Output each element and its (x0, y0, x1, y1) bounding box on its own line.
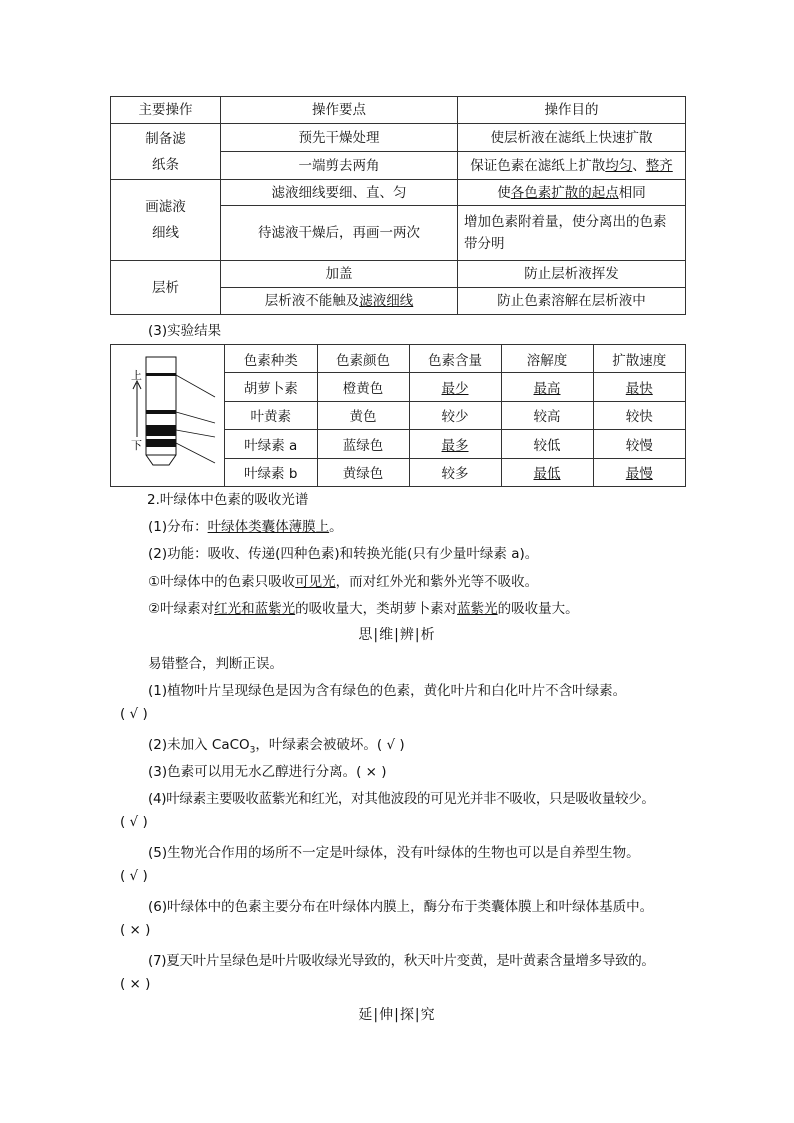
op-name-line: 画滤液 (145, 199, 186, 215)
op-goal-cell: 防止色素溶解在层析液中 (458, 288, 686, 315)
band-xanthophyll (146, 410, 176, 414)
paragraph: (2)功能：吸收、传递(四种色素)和转换光能(只有少量叶绿素 a)。 (148, 546, 539, 562)
underlined-text: 各色素扩散的起点 (510, 184, 619, 201)
text: (2)未加入 CaCO (148, 737, 250, 753)
pigment-color: 黄色 (317, 401, 409, 429)
result-block (110, 344, 686, 487)
pigment-solubility: 最高 (501, 373, 593, 401)
pigment-speed: 最快 (593, 373, 685, 401)
pointer-line (176, 430, 215, 437)
answer-mark: ( × ) (120, 976, 151, 992)
filter-strip-diagram (111, 345, 224, 486)
header-cell: 色素颜色 (317, 345, 409, 373)
pointer-line (176, 412, 215, 423)
op-name-cell: 层析 (111, 261, 221, 315)
underlined-text: 均匀 (605, 157, 633, 174)
text: ，叶绿素会被破坏。( √ ) (255, 737, 405, 753)
section-heading: 延|伸|探|究 (358, 1007, 436, 1023)
op-point-cell: 滤液细线要细、直、匀 (221, 180, 458, 206)
pigment-speed: 最慢 (593, 458, 685, 486)
question: (7)夏天叶片呈绿色是叶片吸收绿光导致的，秋天叶片变黄，是叶黄素含量增多导致的。 (148, 953, 655, 969)
underlined-text: 叶绿体类囊体薄膜上 (207, 519, 330, 535)
pigment-color: 橙黄色 (317, 373, 409, 401)
question: (5)生物光合作用的场所不一定是叶绿体，没有叶绿体的生物也可以是自养型生物。 (148, 845, 640, 861)
pigment-content: 较少 (409, 401, 501, 429)
header-cell: 色素含量 (409, 345, 501, 373)
underlined-text: 红光和蓝紫光 (214, 601, 296, 617)
chromatography-figure (111, 345, 225, 486)
text: (1)分布： (148, 519, 208, 535)
underlined-text: 可见光 (295, 574, 336, 590)
table-row (225, 373, 685, 401)
underlined-text: 滤液细线 (359, 293, 414, 309)
op-point-cell: 待滤液干燥后，再画一两次 (221, 206, 458, 261)
goal-line: 带分明 (464, 236, 505, 252)
pigment-name: 叶绿素 b (225, 458, 317, 486)
pigment-result-table (225, 345, 685, 486)
text: 的吸收量大。 (497, 601, 579, 617)
pigment-content: 最少 (409, 373, 501, 401)
text: 的吸收量大，类胡萝卜素对 (295, 601, 458, 617)
band-chlorophyll-b (146, 439, 176, 447)
op-goal-cell (458, 180, 686, 206)
label-bottom: 下 (131, 439, 142, 452)
answer-mark: ( √ ) (120, 814, 148, 830)
table-header-row (225, 345, 685, 373)
text: ，而对红外光和紫外光等不吸收。 (335, 574, 539, 590)
pigment-color: 黄绿色 (317, 458, 409, 486)
section-title: 2.叶绿体中色素的吸收光谱 (147, 492, 309, 508)
text: ①叶绿体中的色素只吸收 (148, 574, 296, 590)
label-top: 上 (131, 369, 142, 382)
text: ②叶绿素对 (148, 601, 215, 617)
underlined-text: 整齐 (645, 157, 673, 174)
operations-table (110, 96, 686, 315)
op-point-cell (221, 288, 458, 315)
header-cell: 操作目的 (458, 97, 686, 124)
question: (3)色素可以用无水乙醇进行分离。( × ) (148, 764, 387, 780)
text: 使 (497, 184, 511, 201)
subscript: 3 (249, 745, 256, 756)
answer-mark: ( √ ) (120, 868, 148, 884)
op-point-cell: 加盖 (221, 261, 458, 288)
op-name-line: 细线 (152, 225, 179, 241)
underlined-text: 蓝紫光 (457, 601, 498, 617)
op-name-line: 纸条 (152, 156, 179, 173)
paragraph (148, 570, 538, 590)
table-row (111, 261, 686, 288)
question: (4)叶绿素主要吸收蓝紫光和红光，对其他波段的可见光并非不吸收，只是吸收量较少。 (148, 791, 655, 807)
paragraph: 易错整合，判断正误。 (148, 656, 283, 672)
pigment-color: 蓝绿色 (317, 430, 409, 458)
result-heading: (3)实验结果 (148, 323, 222, 339)
table-row (225, 401, 685, 429)
pigment-content: 较多 (409, 458, 501, 486)
paragraph (148, 515, 343, 535)
table-row (225, 458, 685, 486)
pigment-speed: 较快 (593, 401, 685, 429)
question (148, 733, 405, 756)
op-name-line: 制备滤 (145, 130, 186, 147)
op-goal-cell (458, 206, 686, 261)
table-row (111, 124, 686, 152)
op-goal-cell: 使层析液在滤纸上快速扩散 (458, 124, 686, 152)
op-goal-cell (458, 152, 686, 180)
band-carotene (146, 373, 176, 376)
table-row (111, 180, 686, 206)
op-point-cell: 预先干燥处理 (221, 124, 458, 152)
pigment-name: 叶绿素 a (225, 430, 317, 458)
answer-mark: ( √ ) (120, 706, 148, 722)
band-chlorophyll-a (146, 425, 176, 436)
pigment-speed: 较慢 (593, 430, 685, 458)
header-cell: 溶解度 (501, 345, 593, 373)
answer-mark: ( × ) (120, 922, 151, 938)
pigment-name: 胡萝卜素 (225, 373, 317, 401)
text: 相同 (618, 184, 646, 201)
header-cell: 操作要点 (221, 97, 458, 124)
header-cell: 主要操作 (111, 97, 221, 124)
text: 、 (632, 157, 646, 174)
op-goal-cell: 防止层析液挥发 (458, 261, 686, 288)
section-heading: 思|维|辨|析 (358, 627, 436, 643)
op-name-cell (111, 180, 221, 261)
paragraph (148, 597, 579, 617)
text: 保证色素在滤纸上扩散 (470, 157, 606, 174)
table-row (225, 430, 685, 458)
question: (1)植物叶片呈现绿色是因为含有绿色的色素，黄化叶片和白化叶片不含叶绿素。 (148, 683, 627, 699)
pointer-line (176, 375, 215, 397)
op-name-cell (111, 124, 221, 180)
pigment-solubility: 较低 (501, 430, 593, 458)
table-header-row (111, 97, 686, 124)
goal-line: 增加色素附着量，使分离出的色素 (464, 214, 667, 230)
pigment-solubility: 最低 (501, 458, 593, 486)
pigment-solubility: 较高 (501, 401, 593, 429)
text: 。 (329, 519, 343, 535)
text: 层析液不能触及 (264, 293, 360, 309)
question: (6)叶绿体中的色素主要分布在叶绿体内膜上，酶分布于类囊体膜上和叶绿体基质中。 (148, 899, 654, 915)
pointer-line (176, 443, 215, 463)
header-cell: 扩散速度 (593, 345, 685, 373)
pigment-name: 叶黄素 (225, 401, 317, 429)
op-point-cell: 一端剪去两角 (221, 152, 458, 180)
pigment-content: 最多 (409, 430, 501, 458)
header-cell: 色素种类 (243, 352, 298, 369)
